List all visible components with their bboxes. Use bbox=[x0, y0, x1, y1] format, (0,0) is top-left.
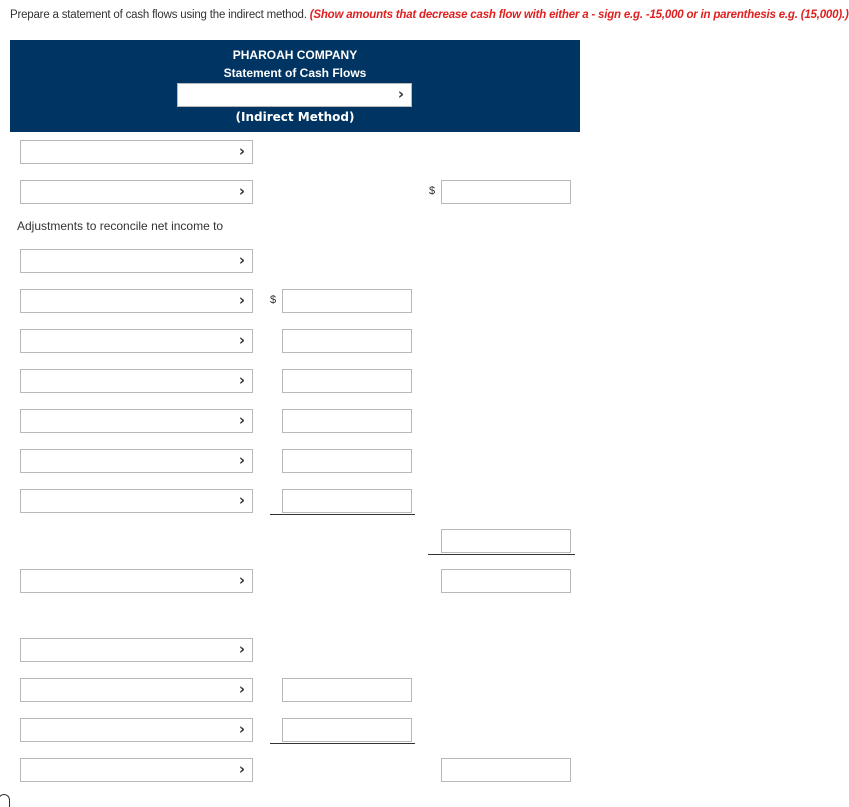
line-item-select[interactable] bbox=[20, 638, 253, 662]
line-item-select[interactable] bbox=[20, 249, 253, 273]
amount-input-adjustment[interactable] bbox=[282, 489, 412, 513]
company-name: PHAROAH COMPANY bbox=[232, 48, 358, 62]
chevron-down-icon: › bbox=[397, 85, 404, 103]
line-item-select[interactable] bbox=[20, 409, 253, 433]
chevron-down-icon: › bbox=[238, 571, 245, 589]
chevron-down-icon: › bbox=[238, 331, 245, 349]
method-label: (Indirect Method) bbox=[235, 110, 355, 124]
chevron-down-icon: › bbox=[238, 680, 245, 698]
chevron-down-icon: › bbox=[238, 491, 245, 509]
line-item-select[interactable] bbox=[20, 289, 253, 313]
line-item-select[interactable] bbox=[20, 180, 253, 204]
chevron-down-icon: › bbox=[238, 720, 245, 738]
amount-input-adjustment[interactable] bbox=[282, 678, 412, 702]
chevron-down-icon: › bbox=[238, 371, 245, 389]
amount-input-adjustment[interactable] bbox=[282, 369, 412, 393]
amount-input-total[interactable] bbox=[441, 180, 571, 204]
line-item-select[interactable] bbox=[20, 489, 253, 513]
currency-symbol: $ bbox=[429, 185, 436, 197]
instructions bbox=[10, 9, 849, 21]
chevron-down-icon: › bbox=[238, 251, 245, 269]
line-item-select[interactable] bbox=[20, 369, 253, 393]
amount-input-adjustment[interactable] bbox=[282, 409, 412, 433]
line-item-select[interactable] bbox=[20, 678, 253, 702]
adjustments-label: Adjustments to reconcile net income to bbox=[17, 219, 224, 233]
instructions-note: (Show amounts that decrease cash flow with either a - sign e.g. -15,000 or in parenthesis e.g. (15,000).) bbox=[309, 9, 849, 21]
line-item-select[interactable] bbox=[20, 329, 253, 353]
amount-input-adjustment[interactable] bbox=[282, 329, 412, 353]
subtotal-underline bbox=[270, 743, 415, 744]
cursor-icon bbox=[0, 794, 10, 807]
amount-input-total[interactable] bbox=[441, 529, 571, 553]
chevron-down-icon: › bbox=[238, 760, 245, 778]
instructions-lead: Prepare a statement of cash flows using the indirect method. bbox=[10, 9, 307, 21]
chevron-down-icon: › bbox=[238, 640, 245, 658]
chevron-down-icon: › bbox=[238, 291, 245, 309]
chevron-down-icon: › bbox=[238, 411, 245, 429]
line-item-select[interactable] bbox=[20, 569, 253, 593]
amount-input-adjustment[interactable] bbox=[282, 449, 412, 473]
amount-input-adjustment[interactable] bbox=[282, 289, 412, 313]
amount-input-adjustment[interactable] bbox=[282, 718, 412, 742]
line-item-select[interactable] bbox=[20, 140, 253, 164]
total-underline bbox=[428, 554, 575, 555]
line-item-select[interactable] bbox=[20, 718, 253, 742]
chevron-down-icon: › bbox=[238, 142, 245, 160]
line-item-select[interactable] bbox=[20, 758, 253, 782]
period-select[interactable] bbox=[177, 83, 412, 107]
statement-title: Statement of Cash Flows bbox=[223, 66, 367, 80]
line-item-select[interactable] bbox=[20, 449, 253, 473]
chevron-down-icon: › bbox=[238, 182, 245, 200]
currency-symbol: $ bbox=[270, 294, 277, 306]
amount-input-total[interactable] bbox=[441, 569, 571, 593]
chevron-down-icon: › bbox=[238, 451, 245, 469]
amount-input-total[interactable] bbox=[441, 758, 571, 782]
subtotal-underline bbox=[270, 514, 415, 515]
